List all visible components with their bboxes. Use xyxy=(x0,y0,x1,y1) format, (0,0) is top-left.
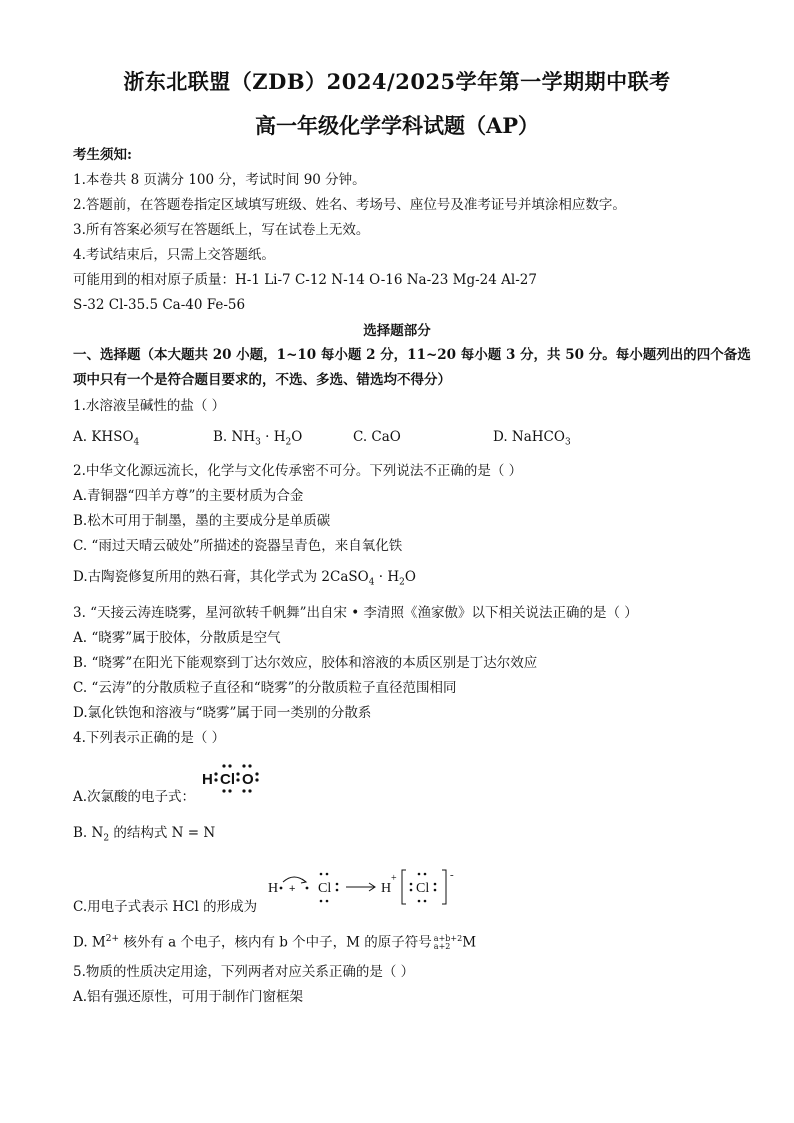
q2-stem: 2.中华文化源远流长，化学与文化传承密不可分。下列说法不正确的是（ ） xyxy=(73,463,523,479)
q2-option-b: B.松木可用于制墨，墨的主要成分是单质碳 xyxy=(73,513,331,529)
q5-option-a: A.铝有强还原性，可用于制作门窗框架 xyxy=(73,989,304,1005)
hclo-electron-formula xyxy=(198,762,268,796)
notice-item-2: 2.答题前，在答题卷指定区域填写班级、姓名、考场号、座位号及准考证号并填涂相应数字。 xyxy=(73,197,626,213)
q1-option-a: A. $KHSO_4$ xyxy=(73,429,140,448)
q1-option-b: B. $NH_3 \cdot H_2O$ xyxy=(213,429,303,448)
atomic-masses-1: 可能用到的相对原子质量：H-1 Li-7 C-12 N-14 O-16 Na-23 Mg-24 Al-27 xyxy=(73,272,537,288)
svg-text:Cl: Cl xyxy=(416,881,430,896)
q3-stem: 3. “天接云涛连晓雾，星河欲转千帆舞”出自宋 • 李清照《渔家傲》以下相关说法正确的是（ ） xyxy=(73,605,638,621)
svg-text:+: + xyxy=(289,883,296,895)
section-instruction-1: 一、选择题（本大题共 20 小题，1~10 每小题 2 分，11~20 每小题 3 分，共 50 分。每小题列出的四个备选 xyxy=(73,347,751,363)
notice-item-4: 4.考试结束后，只需上交答题纸。 xyxy=(73,247,275,263)
exam-title: 浙东北联盟（ZDB）2024/2025学年第一学期期中联考 xyxy=(123,69,671,94)
section-title: 选择题部分 xyxy=(363,323,431,339)
q2-option-c: C. “雨过天晴云破处”所描述的瓷器呈青色，来自氧化铁 xyxy=(73,538,403,554)
q3-option-b: B. “晓雾”在阳光下能观察到丁达尔效应，胶体和溶液的本质区别是丁达尔效应 xyxy=(73,655,538,671)
q3-option-d: D.氯化铁饱和溶液与“晓雾”属于同一类别的分散系 xyxy=(73,705,372,721)
svg-text:O: O xyxy=(242,771,254,788)
q1-stem: 1.水溶液呈碱性的盐（ ） xyxy=(73,398,226,414)
q5-stem: 5.物质的性质决定用途，下列两者对应关系正确的是（ ） xyxy=(73,964,415,980)
svg-text:Cl: Cl xyxy=(318,881,332,896)
svg-text:H: H xyxy=(202,771,213,788)
section-instruction-2: 项中只有一个是符合题目要求的，不选、多选、错选均不得分） xyxy=(73,372,451,388)
svg-text:+: + xyxy=(391,873,397,884)
svg-text:Cl: Cl xyxy=(220,771,235,788)
exam-subtitle: 高一年级化学学科试题（AP） xyxy=(254,113,540,138)
q4-stem: 4.下列表示正确的是（ ） xyxy=(73,730,226,746)
q3-option-a: A. “晓雾”属于胶体，分散质是空气 xyxy=(73,630,281,646)
q1-option-d: D. NaHCO$_3$ xyxy=(493,429,571,448)
q3-option-c: C. “云涛”的分散质粒子直径和“晓雾”的分散质粒子直径范围相同 xyxy=(73,680,457,696)
q4-option-d: D. $M^{2+}$ 核外有 a 个电子，核内有 b 个中子，M 的原子符号 a+b+2 a+2 M xyxy=(73,934,477,951)
svg-text:H: H xyxy=(268,881,279,896)
svg-text:H: H xyxy=(381,881,392,896)
q4-option-a: A.次氯酸的电子式： xyxy=(73,789,196,805)
svg-text:-: - xyxy=(450,869,454,881)
notice-heading: 考生须知: xyxy=(73,147,132,163)
q2-option-d: D.古陶瓷修复所用的熟石膏，其化学式为 2CaSO$_4$ · $H_2O$ xyxy=(73,569,416,588)
q1-option-c: C. CaO xyxy=(353,429,401,445)
q4-option-b: B. $N_2$ 的结构式 N = N xyxy=(73,825,216,844)
q4-option-c: C.用电子式表示 HCl 的形成为 xyxy=(73,899,258,915)
hcl-formation-diagram xyxy=(266,866,466,906)
atomic-masses-2: S-32 Cl-35.5 Ca-40 Fe-56 xyxy=(73,297,246,313)
notice-item-3: 3.所有答案必须写在答题纸上，写在试卷上无效。 xyxy=(73,222,370,238)
notice-item-1: 1.本卷共 8 页满分 100 分，考试时间 90 分钟。 xyxy=(73,172,366,188)
q2-option-a: A.青铜器“四羊方尊”的主要材质为合金 xyxy=(73,488,304,504)
